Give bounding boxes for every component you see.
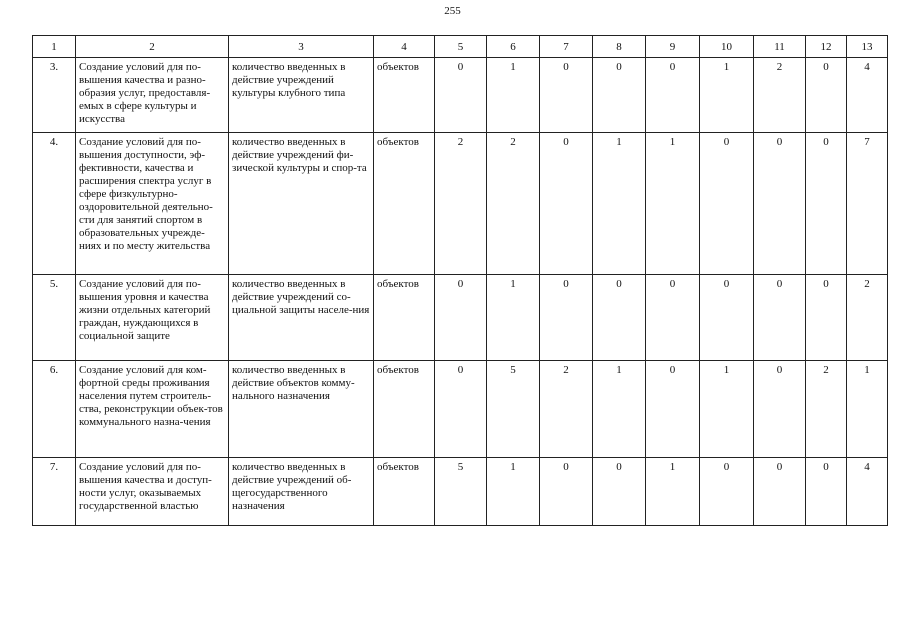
indicator-cell: количество введенных в действие учреждений со-циальной защиты населе-ния xyxy=(229,275,374,361)
value-cell: 0 xyxy=(700,133,754,275)
goal-cell: Создание условий для по-вышения уровня и качества жизни отдельных категорий граждан, нуждающихся в социальной защите xyxy=(76,275,229,361)
value-cell: 0 xyxy=(540,58,593,133)
column-header: 11 xyxy=(754,36,806,58)
value-cell: 2 xyxy=(806,361,847,458)
table-header-row xyxy=(33,36,888,58)
value-cell: 0 xyxy=(540,133,593,275)
row-number: 5. xyxy=(33,275,76,361)
value-cell: 2 xyxy=(487,133,540,275)
value-cell: 0 xyxy=(646,58,700,133)
value-cell: 4 xyxy=(847,58,888,133)
unit-cell: объектов xyxy=(374,458,435,526)
value-cell: 0 xyxy=(435,275,487,361)
value-cell: 7 xyxy=(847,133,888,275)
value-cell: 5 xyxy=(487,361,540,458)
value-cell: 2 xyxy=(435,133,487,275)
column-header: 7 xyxy=(540,36,593,58)
column-header: 5 xyxy=(435,36,487,58)
unit-cell: объектов xyxy=(374,361,435,458)
value-cell: 0 xyxy=(435,361,487,458)
row-number: 7. xyxy=(33,458,76,526)
table-row xyxy=(33,275,888,361)
row-number: 3. xyxy=(33,58,76,133)
value-cell: 1 xyxy=(593,133,646,275)
unit-cell: объектов xyxy=(374,275,435,361)
column-header: 2 xyxy=(76,36,229,58)
value-cell: 1 xyxy=(847,361,888,458)
value-cell: 0 xyxy=(754,458,806,526)
indicator-cell: количество введенных в действие учреждений фи-зической культуры и спор-та xyxy=(229,133,374,275)
column-header: 10 xyxy=(700,36,754,58)
value-cell: 1 xyxy=(487,275,540,361)
goal-cell: Создание условий для ком-фортной среды проживания населения путем строитель-ства, реконструкции объек-тов коммунального назна-чения xyxy=(76,361,229,458)
column-header: 3 xyxy=(229,36,374,58)
value-cell: 0 xyxy=(540,458,593,526)
value-cell: 1 xyxy=(646,133,700,275)
value-cell: 0 xyxy=(593,458,646,526)
row-number: 6. xyxy=(33,361,76,458)
column-header: 4 xyxy=(374,36,435,58)
value-cell: 0 xyxy=(646,275,700,361)
column-header: 13 xyxy=(847,36,888,58)
value-cell: 0 xyxy=(540,275,593,361)
unit-cell: объектов xyxy=(374,58,435,133)
value-cell: 0 xyxy=(754,361,806,458)
indicator-cell: количество введенных в действие учреждений об-щегосударственного назначения xyxy=(229,458,374,526)
goal-cell: Создание условий для по-вышения качества и разно-образия услуг, предоставля-емых в сфере культуры и искусства xyxy=(76,58,229,133)
table-row xyxy=(33,58,888,133)
value-cell: 0 xyxy=(435,58,487,133)
value-cell: 0 xyxy=(806,458,847,526)
table-row xyxy=(33,133,888,275)
value-cell: 0 xyxy=(593,58,646,133)
value-cell: 0 xyxy=(806,58,847,133)
value-cell: 0 xyxy=(593,275,646,361)
value-cell: 2 xyxy=(754,58,806,133)
indicator-cell: количество введенных в действие учреждений культуры клубного типа xyxy=(229,58,374,133)
goal-cell: Создание условий для по-вышения качества и доступ-ности услуг, оказываемых государственной властью xyxy=(76,458,229,526)
value-cell: 0 xyxy=(806,133,847,275)
column-header: 12 xyxy=(806,36,847,58)
value-cell: 0 xyxy=(700,275,754,361)
value-cell: 0 xyxy=(754,133,806,275)
row-number: 4. xyxy=(33,133,76,275)
value-cell: 1 xyxy=(646,458,700,526)
column-header: 1 xyxy=(33,36,76,58)
page-number: 255 xyxy=(444,5,461,17)
value-cell: 2 xyxy=(540,361,593,458)
value-cell: 1 xyxy=(700,361,754,458)
value-cell: 0 xyxy=(700,458,754,526)
indicator-cell: количество введенных в действие объектов комму-нального назначения xyxy=(229,361,374,458)
table-row xyxy=(33,458,888,526)
value-cell: 1 xyxy=(487,58,540,133)
table-row xyxy=(33,361,888,458)
unit-cell: объектов xyxy=(374,133,435,275)
data-table xyxy=(32,35,888,526)
value-cell: 0 xyxy=(806,275,847,361)
goal-cell: Создание условий для по-вышения доступности, эф-фективности, качества и расширения спектра услуг в сфере физкультурно-оздоровительной деятельно-сти для занятий спортом в образовательных учрежде-ниях и по месту жительства xyxy=(76,133,229,275)
value-cell: 1 xyxy=(487,458,540,526)
value-cell: 4 xyxy=(847,458,888,526)
value-cell: 0 xyxy=(754,275,806,361)
value-cell: 0 xyxy=(646,361,700,458)
value-cell: 1 xyxy=(593,361,646,458)
column-header: 8 xyxy=(593,36,646,58)
value-cell: 5 xyxy=(435,458,487,526)
column-header: 9 xyxy=(646,36,700,58)
value-cell: 1 xyxy=(700,58,754,133)
column-header: 6 xyxy=(487,36,540,58)
value-cell: 2 xyxy=(847,275,888,361)
